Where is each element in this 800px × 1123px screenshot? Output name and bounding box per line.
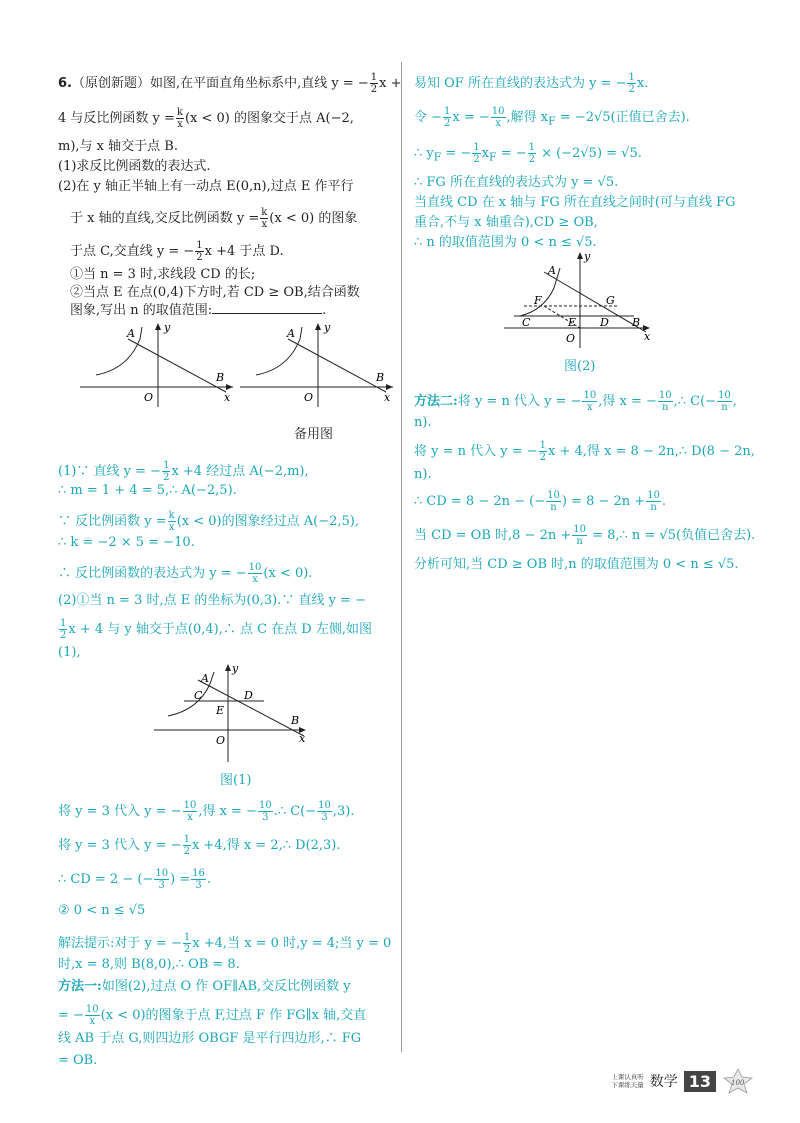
solution-line: 分析可知,当 CD ≥ OB 时,n 的取值范围为 0 < n ≤ √5.: [414, 557, 739, 572]
svg-text:x: x: [384, 391, 391, 404]
svg-text:B: B: [216, 371, 225, 384]
svg-text:y: y: [164, 321, 171, 334]
svg-text:C: C: [522, 316, 531, 329]
solution-line: (1),: [58, 645, 81, 660]
backup-figure-label: 备用图: [294, 427, 334, 442]
solution-line: $\frac{1}{2}$ x + 4 与 y 轴交于点(0,4),∴ 点 C 在点 D 左侧,如图: [60, 618, 372, 641]
solution-line: n).: [414, 415, 432, 430]
solution-line: 方法二:将 y = n 代入 y = − $\frac{10}{x}$ ,得 x = − $\frac{10}{n}$ ,∴ C(− $\frac{10}{n}$ ,: [414, 390, 737, 413]
svg-text:O: O: [216, 734, 226, 747]
svg-text:y: y: [584, 250, 591, 263]
solution-line: 当直线 CD 在 x 轴与 FG 所在直线之间时(可与直线 FG: [414, 195, 736, 210]
solution-line: 线 AB 于点 G,则四边形 OBGF 是平行四边形,∴ FG: [58, 1031, 362, 1046]
svg-text:E: E: [216, 704, 225, 717]
svg-text:y: y: [324, 321, 331, 334]
svg-text:B: B: [291, 714, 300, 727]
svg-text:O: O: [144, 391, 154, 404]
svg-text:A: A: [548, 264, 556, 277]
svg-text:O: O: [304, 391, 314, 404]
question-sub1: ①当 n = 3 时,求线段 CD 的长;: [70, 267, 256, 282]
svg-text:x: x: [224, 391, 231, 404]
svg-text:y: y: [232, 662, 239, 675]
svg-text:A: A: [287, 327, 295, 340]
page-footer: [611, 1068, 754, 1094]
solution-line: 令 − $\frac{1}{2}$ x = − $\frac{10}{x}$ ,解得 $x_F = -2√5$(正值已舍去).: [414, 106, 690, 129]
svg-text:O: O: [566, 332, 576, 345]
solution-line: 易知 OF 所在直线的表达式为 y = − $\frac{1}{2}$ x.: [414, 72, 649, 95]
svg-text:x: x: [644, 330, 651, 343]
svg-text:F: F: [534, 294, 542, 307]
figure-1: [154, 662, 324, 764]
solution-line: ∴ CD = 8 − 2n − (− $\frac{10}{n}$ ) = 8 − 2n + $\frac{10}{n}$ .: [414, 490, 667, 513]
solution-line: n).: [414, 467, 432, 482]
solution-line: ∴ FG 所在直线的表达式为 y = √5.: [414, 175, 619, 190]
solution-line: 重合,不与 x 轴重合),CD ≥ OB,: [414, 215, 598, 230]
question-part2: (2)在 y 轴正半轴上有一动点 E(0,n),过点 E 作平行: [58, 179, 354, 194]
question-line-1: 6.（原创新题）如图,在平面直角坐标系中,直线 y = − $\frac{1}{2}$ x +: [58, 72, 402, 95]
question-sub2-line2: 图象,写出 n 的取值范围: .: [70, 303, 327, 318]
solution-line: (1)∵ 直线 y = − $\frac{1}{2}$ x +4 经过点 A(−2,m),: [58, 460, 309, 483]
footer-subject: 数学: [649, 1074, 678, 1090]
solution-line: 解法提示:对于 y = − $\frac{1}{2}$ x +4,当 x = 0 时,y = 4;当 y = 0: [58, 932, 392, 955]
figure-1-caption: 图(1): [220, 773, 252, 788]
solution-line: 将 y = n 代入 y = − $\frac{1}{2}$ x + 4,得 x = 8 − 2n,∴ D(8 − 2n,: [414, 440, 755, 463]
svg-text:C: C: [194, 689, 203, 702]
solution-line: 当 CD = OB 时,8 − 2n + $\frac{10}{n}$ = 8,∴ n = √5(负值已舍去).: [414, 524, 756, 547]
svg-text:D: D: [600, 316, 609, 329]
figure-2-caption: 图(2): [564, 359, 596, 374]
page-number: 13: [684, 1071, 716, 1092]
svg-text:A: A: [201, 672, 209, 685]
question-part2-line3: 于点 C,交直线 y = − $\frac{1}{2}$ x +4 于点 D.: [70, 240, 284, 263]
solution-line: 方法一:如图(2),过点 O 作 OF∥AB,交反比例函数 y: [58, 979, 351, 994]
solution-line: ∴ k = −2 × 5 = −10.: [58, 535, 195, 550]
solution-line: ∴ m = 1 + 4 = 5,∴ A(−2,5).: [58, 483, 237, 498]
solution-line: 时,x = 8,则 B(8,0),∴ OB = 8.: [58, 957, 240, 972]
question-part2-line2: 于 x 轴的直线,交反比例函数 y = $\frac{k}{x}$ (x < 0) 的图象: [70, 207, 358, 230]
answer-blank: [212, 313, 322, 314]
question-figure-backup: [240, 321, 393, 407]
solution-line: = − $\frac{10}{x}$ (x < 0)的图象于点 F,过点 F 作 FG∥x 轴,交直: [58, 1004, 367, 1027]
solution-line: ∴ n 的取值范围为 0 < n ≤ √5.: [414, 235, 597, 250]
question-sub2: ②当点 E 在点(0,4)下方时,若 CD ≥ OB,结合函数: [70, 285, 360, 300]
footer-slogan: 上课认真听 下课练天量: [611, 1073, 644, 1089]
solution-line: 将 y = 3 代入 y = − $\frac{1}{2}$ x +4,得 x = 2,∴ D(2,3).: [58, 834, 341, 857]
svg-text:E: E: [568, 316, 577, 329]
solution-line: 将 y = 3 代入 y = − $\frac{10}{x}$ ,得 x = − $\frac{10}{3}$ .∴ C(− $\frac{10}{3}$ ,3).: [58, 800, 355, 823]
question-figure-main: [80, 321, 233, 407]
solution-line: ∴ 反比例函数的表达式为 y = − $\frac{10}{x}$ (x < 0).: [58, 562, 313, 585]
question-line-2: 4 与反比例函数 y = $\frac{k}{x}$ (x < 0) 的图象交于点 A(−2,: [58, 107, 354, 130]
svg-text:G: G: [606, 294, 615, 307]
question-line-3: m),与 x 轴交于点 B.: [58, 139, 178, 154]
question-figures: [78, 319, 398, 411]
svg-text:100: 100: [731, 1079, 745, 1087]
solution-line: (2)①当 n = 3 时,点 E 的坐标为(0,3).∵ 直线 y = −: [58, 593, 366, 608]
solution-line: ② 0 < n ≤ √5: [58, 903, 146, 918]
question-part1: (1)求反比例函数的表达式.: [58, 159, 211, 174]
figure-2: [504, 250, 664, 350]
solution-line: ∴ $y_F$ = − $\frac{1}{2}$ $x_F$ = − $\frac{1}{2}$ × (−2√5) = √5.: [414, 142, 642, 165]
column-divider: [401, 62, 402, 1052]
solution-line: ∵ 反比例函数 y = $\frac{k}{x}$ (x < 0)的图象经过点 A(−2,5),: [58, 510, 359, 533]
svg-text:B: B: [632, 316, 641, 329]
star-logo-icon: [722, 1068, 754, 1094]
solution-line: ∴ CD = 2 − (− $\frac{10}{3}$ ) = $\frac{16}{3}$ .: [58, 868, 212, 891]
solution-line: = OB.: [58, 1053, 98, 1068]
svg-text:A: A: [127, 327, 135, 340]
svg-text:B: B: [376, 371, 385, 384]
svg-text:x: x: [299, 732, 306, 745]
svg-text:D: D: [244, 689, 253, 702]
